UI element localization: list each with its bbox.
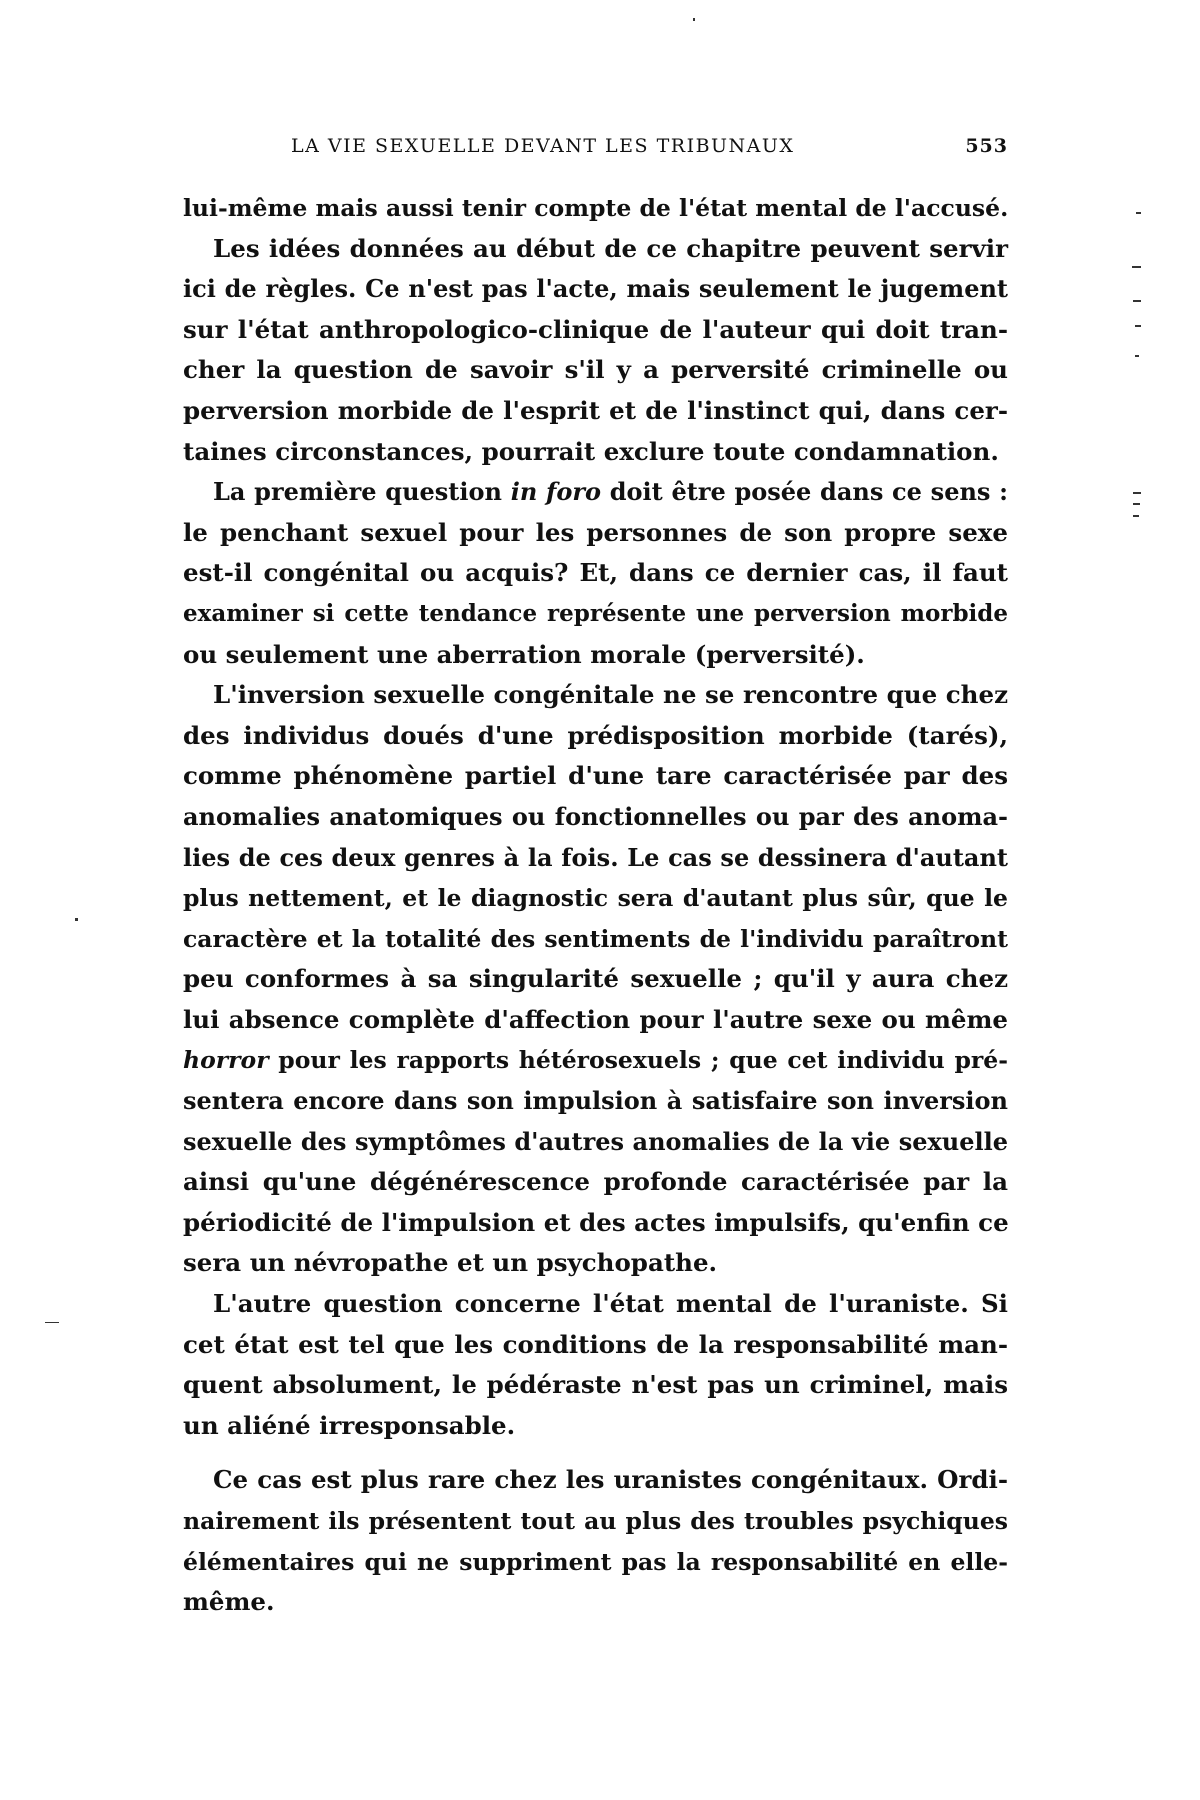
text-line: perversion morbide de l'esprit et de l'instinct qui, dans cer- (183, 395, 1008, 425)
text-line: Les idées données au début de ce chapitre peuvent servir (213, 233, 1008, 263)
margin-mark (1136, 212, 1141, 214)
text-line: sentera encore dans son impulsion à satisfaire son inversion (183, 1086, 1008, 1116)
body-text (183, 188, 1008, 1623)
text-line: sur l'état anthropologico-clinique de l'auteur qui doit tran- (183, 314, 1008, 344)
margin-mark (45, 1322, 59, 1323)
running-title: LA VIE SEXUELLE DEVANT LES TRIBUNAUX (291, 135, 795, 157)
paragraph (183, 675, 1008, 1284)
paragraph (183, 188, 1008, 229)
text-line: un aliéné irresponsable. (183, 1410, 516, 1440)
margin-mark (1133, 492, 1141, 494)
text-line: périodicité de l'impulsion et des actes impulsifs, qu'enfin ce (183, 1207, 1009, 1237)
text-line: quent absolument, le pédéraste n'est pas un criminel, mais (183, 1370, 1008, 1400)
text-line: Ce cas est plus rare chez les uranistes congénitaux. Ordi- (213, 1465, 1008, 1495)
margin-mark (1133, 515, 1139, 517)
text-line: taines circonstances, pourrait exclure toute condamnation. (183, 436, 999, 466)
paragraph (183, 229, 1008, 473)
paragraph (183, 472, 1008, 675)
text-line: même. (183, 1587, 275, 1617)
text-line: sexuelle des symptômes d'autres anomalies de la vie sexuelle (183, 1126, 1008, 1156)
paragraph-gap (183, 1446, 1008, 1460)
text-line: caractère et la totalité des sentiments de l'individu paraîtront (183, 924, 1008, 953)
margin-mark (1135, 325, 1141, 327)
text-line: L'inversion sexuelle congénitale ne se rencontre que chez (213, 680, 1008, 710)
text-line: plus nettement, et le diagnostic sera d'autant plus sûr, que le (183, 884, 1008, 913)
text-line: lui-même mais aussi tenir compte de l'état mental de l'accusé. (183, 194, 1009, 222)
text-line: La première question in foro doit être posée dans ce sens : (213, 477, 1009, 507)
margin-mark (1132, 266, 1141, 268)
text-line: élémentaires qui ne suppriment pas la responsabilité en elle- (183, 1547, 1008, 1576)
text-line: lui absence complète d'affection pour l'autre sexe ou même (183, 1004, 1008, 1034)
text-line: comme phénomène partiel d'une tare caractérisée par des (183, 761, 1008, 791)
text-line: lies de ces deux genres à la fois. Le cas se dessinera d'autant (183, 842, 1008, 872)
text-line: sera un névropathe et un psychopathe. (183, 1248, 718, 1278)
text-line: ou seulement une aberration morale (perversité). (183, 639, 865, 669)
text-line: L'autre question concerne l'état mental de l'uraniste. Si (213, 1289, 1008, 1319)
text-line: anomalies anatomiques ou fonctionnelles ou par des anoma- (183, 801, 1008, 831)
text-line: est-il congénital ou acquis? Et, dans ce dernier cas, il faut (183, 558, 1008, 588)
text-line: peu conformes à sa singularité sexuelle ; qu'il y aura chez (183, 964, 1008, 994)
margin-mark (1133, 503, 1140, 505)
margin-mark (1135, 355, 1139, 357)
text-line: horror pour les rapports hétérosexuels ; que cet individu pré- (183, 1046, 1008, 1075)
text-line: ainsi qu'une dégénérescence profonde caractérisée par la (183, 1167, 1008, 1197)
text-line: des individus doués d'une prédisposition morbide (tarés), (183, 720, 1008, 750)
text-line: ici de règles. Ce n'est pas l'acte, mais seulement le jugement (183, 274, 1008, 304)
page-header (183, 130, 1008, 170)
margin-mark (75, 918, 78, 921)
page-number: 553 (965, 135, 1008, 157)
text-line: nairement ils présentent tout au plus des troubles psychiques (183, 1507, 1008, 1535)
text-line: cher la question de savoir s'il y a perversité criminelle ou (183, 355, 1008, 385)
paragraph (183, 1284, 1008, 1446)
margin-mark (693, 18, 695, 21)
text-line: cet état est tel que les conditions de la responsabilité man- (183, 1329, 1008, 1359)
margin-mark (1133, 300, 1141, 302)
paragraph (183, 1460, 1008, 1622)
text-line: le penchant sexuel pour les personnes de son propre sexe (183, 517, 1008, 547)
text-line: examiner si cette tendance représente une perversion morbide (183, 599, 1008, 627)
